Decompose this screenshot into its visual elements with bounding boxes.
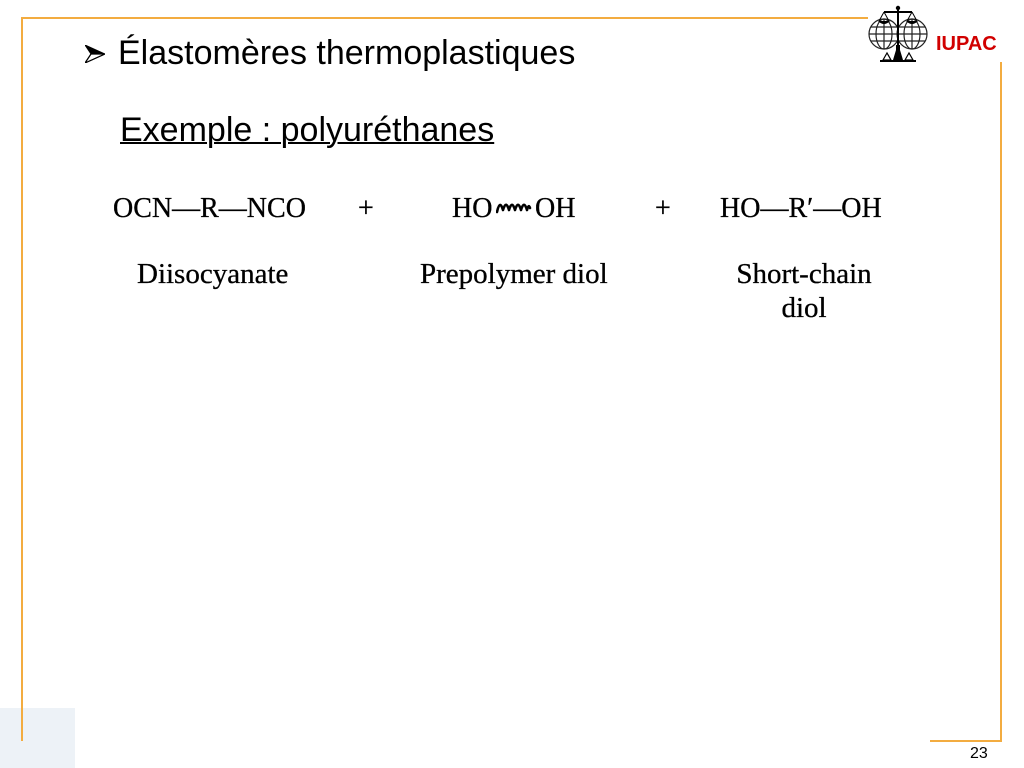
formula-ho: HO (452, 193, 493, 224)
short-chain-diol-label (724, 257, 884, 325)
short-chain-diol-formula: HO—R′—OH (720, 193, 882, 224)
frame-top-line (22, 17, 868, 19)
slide-title: Élastomères thermoplastiques (118, 34, 576, 72)
globe-scales-icon (865, 3, 931, 63)
arrow-bullet-icon (85, 45, 105, 63)
frame-bottom-line (930, 740, 1002, 742)
short-chain-diol-label-line: Short-chain (736, 258, 872, 290)
logo-text: IUPAC (936, 33, 997, 55)
plus-sign: + (358, 193, 374, 224)
frame-right-line (1000, 62, 1002, 742)
wavy-chain-icon (496, 202, 532, 214)
diisocyanate-label: Diisocyanate (137, 258, 289, 290)
plus-sign: + (655, 193, 671, 224)
diisocyanate-formula: OCN—R—NCO (113, 193, 306, 224)
page-number: 23 (970, 745, 988, 762)
example-heading: Exemple : polyuréthanes (120, 111, 495, 149)
formula-oh: OH (535, 193, 576, 224)
frame-left-line (21, 17, 23, 741)
corner-panel (0, 708, 75, 768)
prepolymer-diol-label: Prepolymer diol (420, 258, 608, 290)
short-chain-diol-label-line: diol (781, 292, 827, 324)
